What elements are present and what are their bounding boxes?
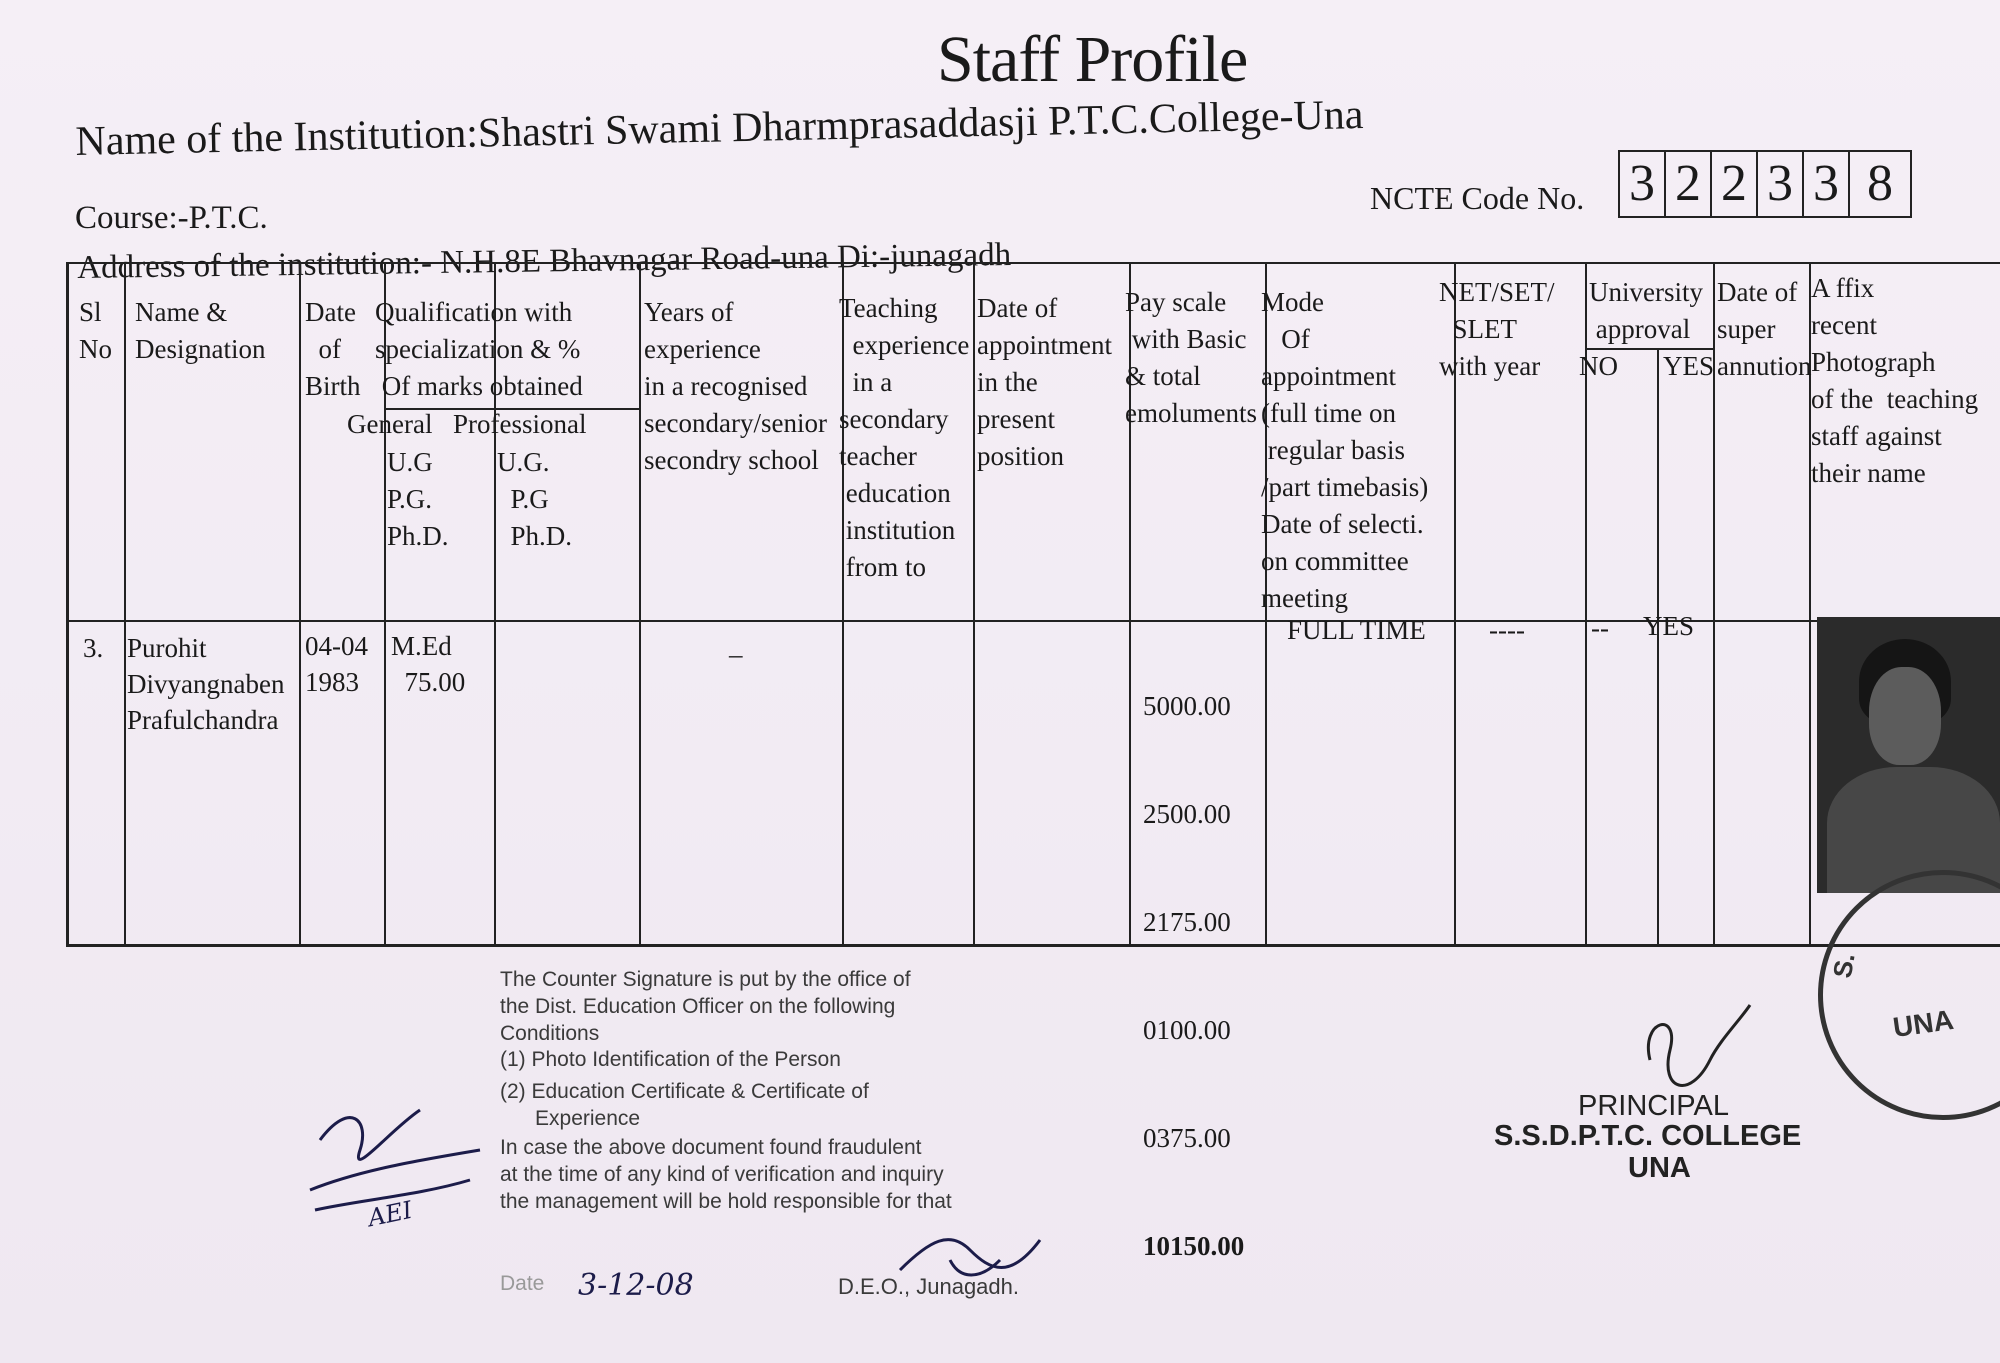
photo-face: [1869, 667, 1941, 765]
ncte-digit: 8: [1867, 155, 1893, 212]
ncte-digit: 2: [1712, 152, 1758, 216]
header-qualification: Qualification with specialization & % Of marks obtained: [375, 297, 583, 401]
ncte-code-boxes: [1618, 150, 1912, 218]
pay-total: 10150.00: [1143, 1231, 1245, 1261]
header-date-of-birth: Date of Birth: [305, 297, 361, 401]
header-general: General: [347, 409, 433, 439]
stamp-letters: S.: [1826, 950, 1861, 981]
header-years-experience: Years of experience in a recognised secondary/senior secondry school: [644, 297, 827, 475]
row-date-of-birth: 04-04 1983: [305, 631, 368, 697]
pay-item: 5000.00: [1143, 691, 1231, 721]
date-value: 3-12-08: [578, 1268, 694, 1303]
ncte-digit: 3: [1804, 152, 1850, 216]
stamp-text: UNA: [1891, 1003, 1956, 1044]
header-mode-appointment: Mode Of appointment (full time on regular basis /part timebasis) Date of selecti. on committee meeting: [1261, 287, 1429, 613]
row-pay-scale: [1143, 616, 1244, 1336]
header-name-designation: Name & Designation: [135, 297, 266, 364]
table-rule: [973, 264, 975, 944]
table-rule: [639, 264, 641, 944]
header-date-appointment: Date of appointment in the present position: [977, 293, 1112, 471]
ncte-code-label: NCTE Code No.: [1370, 180, 1585, 216]
ncte-digit: 3: [1620, 152, 1666, 216]
row-net: ----: [1489, 615, 1525, 645]
row-yes: YES: [1643, 611, 1695, 641]
date-label: Date: [500, 1272, 545, 1295]
table-rule: [299, 264, 301, 944]
pay-item: 2500.00: [1143, 799, 1231, 829]
institution-address: Address of the institution:- N.H.8E Bhavnagar Road-una Di:-junagadh: [77, 236, 1012, 286]
header-no: NO: [1579, 351, 1618, 381]
professional-degree-list: U.G. P.G Ph.D.: [497, 447, 573, 551]
table-rule: [124, 264, 126, 944]
deo-label: D.E.O., Junagadh.: [838, 1274, 1019, 1299]
counter-signature-note: The Counter Signature is put by the office of the Dist. Education Officer on the following Conditions: [500, 968, 911, 1045]
ncte-digit: 2: [1666, 152, 1712, 216]
aei-mark: AEI: [365, 1195, 415, 1233]
page-title: Staff Profile: [937, 23, 1248, 96]
course-label: Course:-P.T.C.: [75, 200, 268, 236]
principal-place: UNA: [1628, 1152, 1691, 1184]
row-name: Purohit Divyangnaben Prafulchandra: [127, 633, 285, 735]
fraud-clause: In case the above document found fraudulent at the time of any kind of verification and inquiry the management will be hold responsible for that: [500, 1136, 952, 1213]
general-degree-list: U.G P.G. Ph.D.: [387, 447, 449, 551]
ncte-digit: 3: [1758, 152, 1804, 216]
pay-item: 0375.00: [1143, 1123, 1231, 1153]
institution-name: Name of the Institution:Shastri Swami Dharmprasaddasji P.T.C.College-Una: [75, 92, 1364, 165]
header-pay-scale: Pay scale with Basic & total emoluments: [1125, 287, 1257, 428]
principal-college: S.S.D.P.T.C. COLLEGE: [1494, 1120, 1802, 1152]
condition-1: (1) Photo Identification of the Person: [500, 1048, 841, 1071]
condition-2: (2) Education Certificate & Certificate of Experience: [500, 1080, 869, 1130]
row-no: --: [1591, 613, 1609, 643]
row-years-experience: –: [729, 639, 743, 669]
staff-photo: [1817, 617, 2000, 893]
principal-title: PRINCIPAL: [1578, 1090, 1729, 1122]
header-sl-no: Sl No: [79, 297, 112, 364]
header-yes: YES: [1663, 351, 1715, 381]
pay-item: 2175.00: [1143, 907, 1231, 937]
row-sl-no: 3.: [83, 633, 104, 663]
table-rule: [1657, 348, 1659, 944]
deo-signature-icon: [890, 1220, 1060, 1290]
header-university-approval: University approval: [1589, 277, 1703, 344]
table-header-divider: [69, 620, 2000, 622]
header-affix-photo: A ffix recent Photograph of the teaching staff against their name: [1811, 273, 1979, 488]
header-professional: Professional: [453, 409, 587, 439]
row-mode: FULL TIME: [1287, 615, 1426, 645]
header-superannuation: Date of super annution: [1717, 277, 1812, 381]
header-net-set-slet: NET/SET/ SLET with year: [1439, 277, 1555, 381]
row-qualification-general: M.Ed 75.00: [391, 631, 466, 697]
pay-item: 0100.00: [1143, 1015, 1231, 1045]
header-teaching-experience: Teaching experience in a secondary teacher education institution from to: [839, 293, 970, 582]
